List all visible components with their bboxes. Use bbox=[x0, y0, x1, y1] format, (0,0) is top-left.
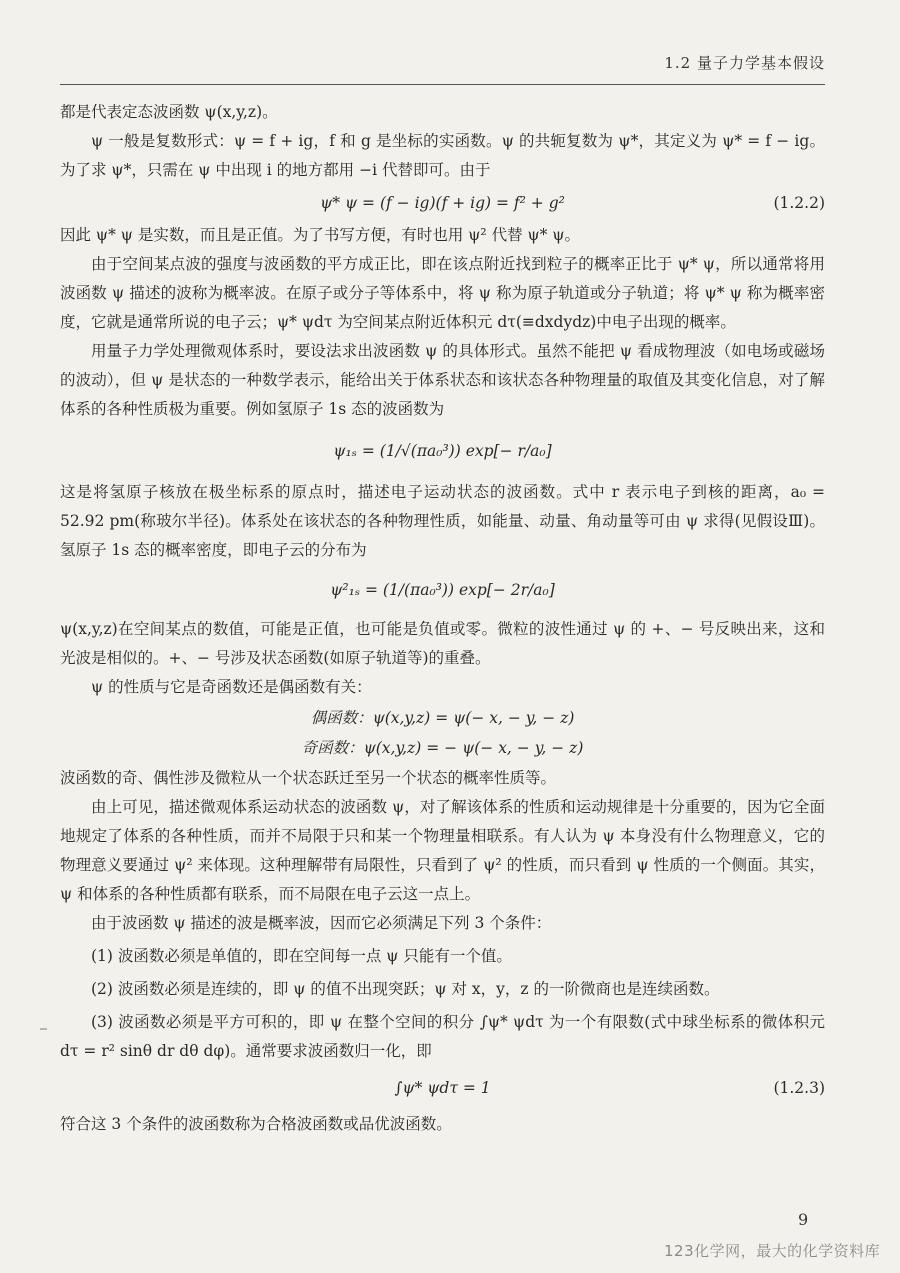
paragraph: ψ 一般是复数形式：ψ = f + ig，f 和 g 是坐标的实函数。ψ 的共轭复数为 ψ*，其定义为 ψ* = f − ig。为了求 ψ*，只需在 ψ 中出现 i 的地方都用 −i 代替即可。由于 bbox=[60, 132, 825, 179]
equation-psi-1s-squared bbox=[60, 567, 825, 613]
paragraph: 符合这 3 个条件的波函数称为合格波函数或品优波函数。 bbox=[60, 1115, 452, 1133]
paragraph: 波函数的奇、偶性涉及微粒从一个状态跃迁至另一个状态的概率性质等。 bbox=[60, 769, 557, 787]
page-number: 9 bbox=[798, 1210, 809, 1229]
paragraph: 用量子力学处理微观体系时，要设法求出波函数 ψ 的具体形式。虽然不能把 ψ 看成物理波（如电场或磁场的波动），但 ψ 是状态的一种数学表示，能给出关于体系状态和该状态各种物理量的取值及其变化信息，对了解体系的各种性质极为重要。例如氢原子 1s 态的波函数为 bbox=[60, 342, 825, 418]
equation-number: (1.2.3) bbox=[773, 1079, 825, 1097]
condition-item: (1) 波函数必须是单值的，即在空间每一点 ψ 只能有一个值。 bbox=[91, 947, 512, 965]
condition-item: (3) 波函数必须是平方可积的，即 ψ 在整个空间的积分 ∫ψ* ψdτ 为一个有限数(式中球坐标系的微体积元 dτ = r² sinθ dr dθ dφ)。通常要求波函数归一化，即 bbox=[60, 1013, 825, 1060]
equation-1-2-2 bbox=[60, 187, 825, 219]
paragraph: 这是将氢原子核放在极坐标系的原点时，描述电子运动状态的波函数。式中 r 表示电子到核的距离，a₀ = 52.92 pm(称玻尔半径)。体系处在该状态的各种物理性质，如能量、动量、角动量等可由 ψ 求得(见假设Ⅲ)。氢原子 1s 态的概率密度，即电子云的分布为 bbox=[60, 483, 825, 559]
equation-psi-1s bbox=[60, 426, 825, 476]
equation-expression: 偶函数：ψ(x,y,z) = ψ(− x, − y, − z) bbox=[310, 709, 575, 727]
paragraph: 都是代表定态波函数 ψ(x,y,z)。 bbox=[60, 103, 278, 121]
equation-expression: 奇函数：ψ(x,y,z) = − ψ(− x, − y, − z) bbox=[301, 739, 584, 757]
paragraph: 由于波函数 ψ 描述的波是概率波，因而它必须满足下列 3 个条件： bbox=[91, 914, 552, 932]
header-rule bbox=[60, 84, 825, 85]
scan-artifact bbox=[40, 1028, 47, 1030]
paragraph: 由上可见，描述微观体系运动状态的波函数 ψ，对了解该体系的性质和运动规律是十分重要的，因为它全面地规定了体系的各种性质，而并不局限于只和某一个物理量相联系。有人认为 ψ 本身没有什么物理意义，它的物理意义要通过 ψ² 来体现。这种理解带有局限性，只看到了 ψ² 的性质，而只看到 ψ 性质的一个侧面。其实，ψ 和体系的各种性质都有联系，而不局限在电子云这一点上。 bbox=[60, 798, 825, 903]
equation-1-2-3 bbox=[60, 1068, 825, 1108]
page-body bbox=[60, 98, 825, 1139]
condition-item: (2) 波函数必须是连续的，即 ψ 的值不出现突跃；ψ 对 x，y，z 的一阶微商也是连续函数。 bbox=[91, 980, 720, 998]
running-header: 1.2 量子力学基本假设 bbox=[664, 54, 825, 72]
paragraph: ψ(x,y,z)在空间某点的数值，可能是正值，也可能是负值或零。微粒的波性通过 ψ 的 +、− 号反映出来，这和光波是相似的。+、− 号涉及状态函数(如原子轨道等)的重叠。 bbox=[60, 620, 825, 667]
paragraph: 由于空间某点波的强度与波函数的平方成正比，即在该点附近找到粒子的概率正比于 ψ* ψ，所以通常将用波函数 ψ 描述的波称为概率波。在原子或分子等体系中，将 ψ 称为原子轨道或分子轨道；将 ψ* ψ 称为概率密度，它就是通常所说的电子云；ψ* ψdτ 为空间某点附近体积元 dτ(≡dxdydz)中电子出现的概率。 bbox=[60, 255, 825, 331]
equation-even-function bbox=[60, 704, 825, 732]
equation-expression: ψ₁ₛ = (1/√(πa₀³)) exp[− r/a₀] bbox=[333, 442, 552, 460]
paragraph: 因此 ψ* ψ 是实数，而且是正值。为了书写方便，有时也用 ψ² 代替 ψ* ψ。 bbox=[60, 226, 580, 244]
watermark: 123化学网，最大的化学资料库 bbox=[664, 1242, 881, 1260]
equation-odd-function bbox=[60, 734, 825, 762]
equation-expression: ∫ψ* ψdτ = 1 bbox=[394, 1079, 491, 1097]
equation-expression: ψ* ψ = (f − ig)(f + ig) = f² + g² bbox=[320, 194, 565, 212]
equation-number: (1.2.2) bbox=[773, 194, 825, 212]
paragraph: ψ 的性质与它是奇函数还是偶函数有关： bbox=[91, 678, 372, 696]
equation-expression: ψ²₁ₛ = (1/(πa₀³)) exp[− 2r/a₀] bbox=[330, 581, 555, 599]
